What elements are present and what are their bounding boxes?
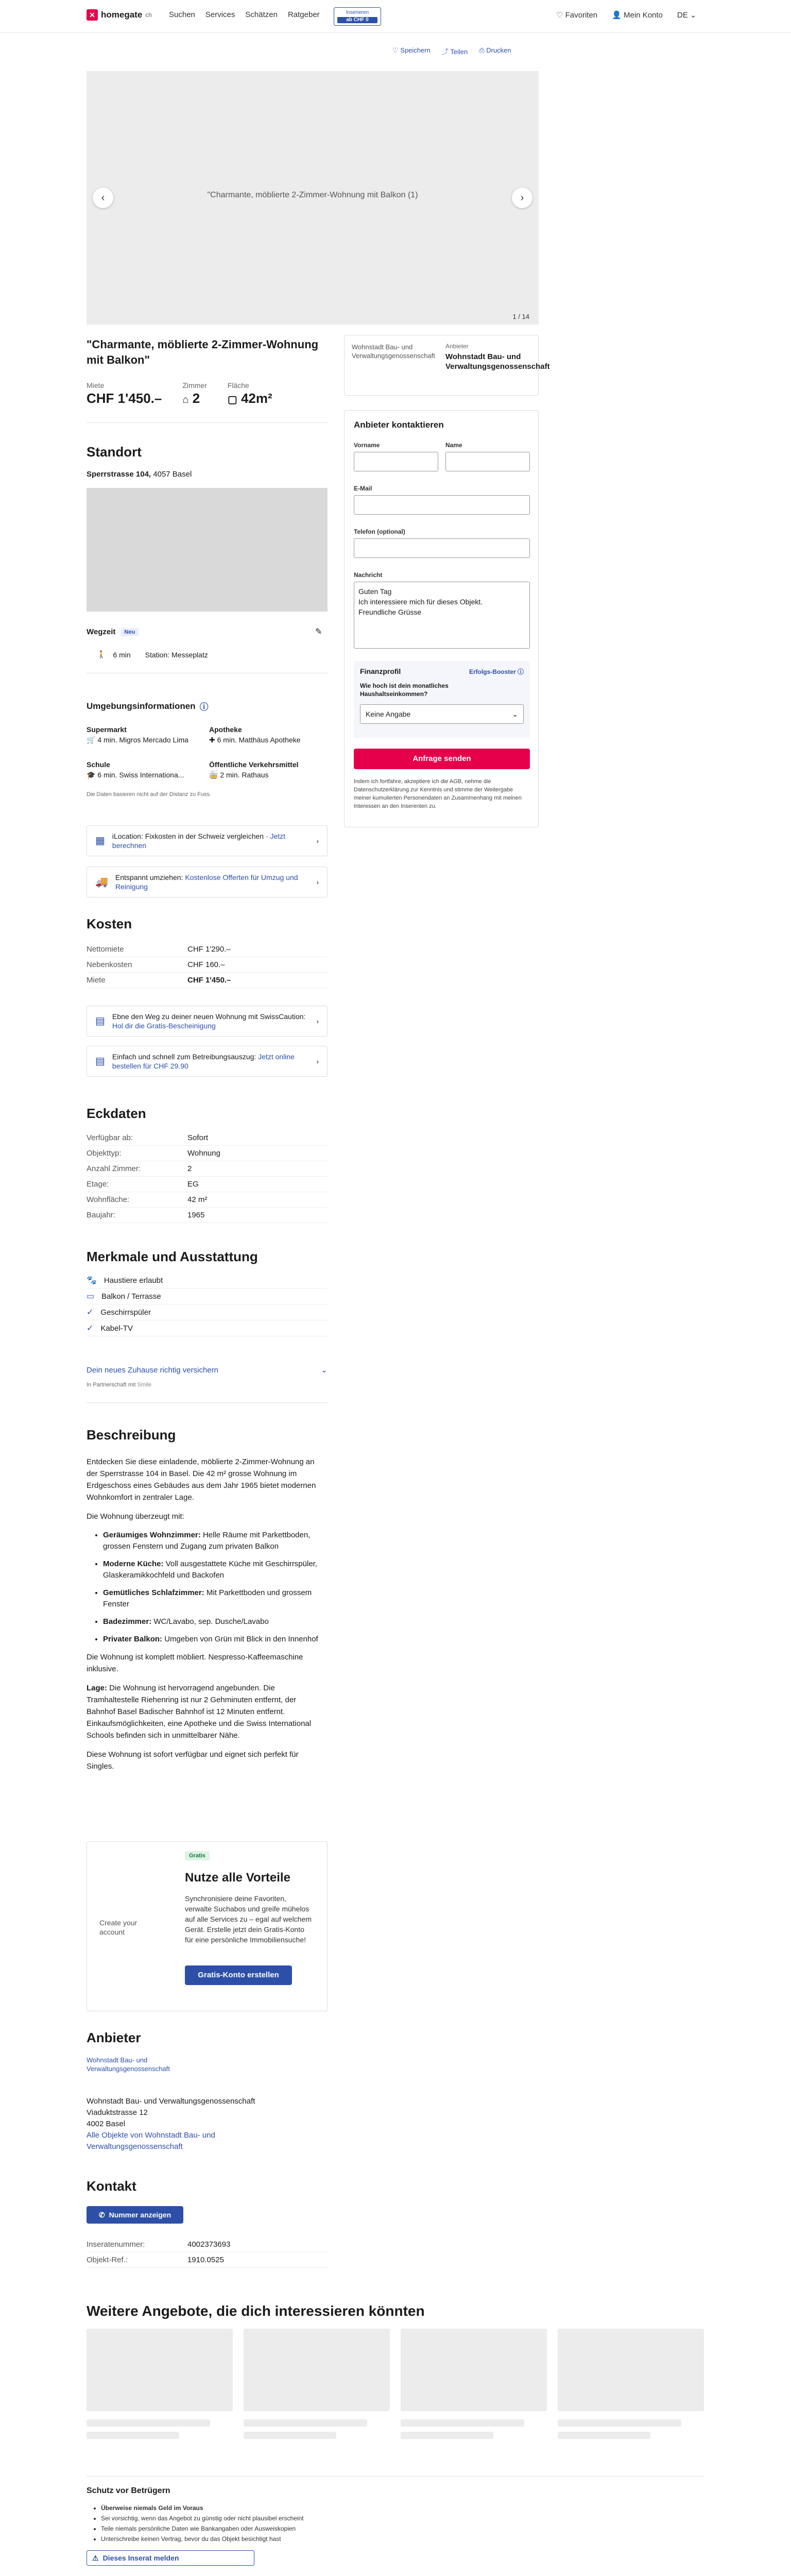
route-destination: Station: Messeplatz xyxy=(145,650,208,659)
partner-label: In Partnerschaft mit xyxy=(87,1382,136,1388)
brand-name: homegate xyxy=(101,10,143,20)
contact-value: 4002373693 xyxy=(187,2237,328,2252)
chevron-left-icon: ‹ xyxy=(101,192,105,204)
bullet-text: Voll ausgestattete Küche mit Geschirrspüler, Glaskeramikkochfeld und Backofen xyxy=(103,1560,318,1580)
surroundings-label: Supermarkt xyxy=(87,725,127,734)
surroundings-note: Die Daten basieren nicht auf der Distanz zu Fuss. xyxy=(87,791,212,798)
feature-label: Balkon / Terrasse xyxy=(101,1292,161,1301)
bullet-title: Moderne Küche: xyxy=(103,1560,164,1568)
homegate-logo-icon: ✕ xyxy=(87,9,98,21)
description-body xyxy=(87,1456,323,1780)
surroundings-time: 6 min. xyxy=(217,736,237,744)
details-title: Eckdaten xyxy=(87,1106,146,1121)
promo-text: Ebne den Weg zu deiner neuen Wohnung mit SwissCaution: xyxy=(112,1012,306,1021)
contact-value: 1910.0525 xyxy=(187,2252,328,2268)
detail-value: 1965 xyxy=(187,1208,328,1223)
header-right xyxy=(556,10,697,20)
table-row xyxy=(87,1130,328,1146)
location-lead: Lage: xyxy=(87,1684,108,1692)
promo-link[interactable]: Jetzt berechnen xyxy=(112,832,286,850)
print-label: Drucken xyxy=(486,46,511,54)
homegate-logo[interactable] xyxy=(87,9,152,21)
language-label: DE xyxy=(677,11,688,20)
chevron-down-icon: ⌄ xyxy=(512,710,518,718)
surroundings-time: 4 min. xyxy=(97,736,117,744)
partner-logo: Smile xyxy=(137,1382,151,1388)
offer-text-placeholder xyxy=(558,2432,650,2439)
area-value: 42m² xyxy=(240,391,272,406)
bullet-text: Umgeben von Grün mit Blick in den Innenhof xyxy=(164,1635,318,1643)
brand-suffix: ch xyxy=(145,11,152,19)
detail-label: Baujahr: xyxy=(87,1208,187,1223)
key-facts xyxy=(87,381,272,406)
save-label: Speichern xyxy=(400,46,431,54)
cost-label: Miete xyxy=(87,973,187,988)
language-select[interactable] xyxy=(677,10,697,20)
contact-form xyxy=(344,410,539,827)
surroundings-name: Swiss Internationa... xyxy=(119,771,184,779)
surroundings-label: Schule xyxy=(87,760,110,769)
finance-question: Wie hoch ist dein monatliches Haushaltseinkommen? xyxy=(360,682,449,698)
offer-text-placeholder xyxy=(87,2419,210,2427)
lastname-input[interactable] xyxy=(445,452,530,471)
contact-table xyxy=(87,2237,328,2268)
gallery-counter: 1 / 14 xyxy=(512,313,529,320)
cost-value: CHF 1'450.– xyxy=(187,973,328,988)
lastname-label: Name xyxy=(445,442,462,449)
rooms-fact xyxy=(182,381,207,406)
surroundings-time: 6 min. xyxy=(97,771,117,779)
location-text: Die Wohnung ist hervorragend angebunden. Die Tramhaltestelle Riehenring ist nur 2 Gehminuten entfernt, der Bahnhof Basel Badischer Bahnhof ist 12 Minuten entfernt. Einkaufsmöglichkeiten, eine Apotheke und die Swiss International Schools befinden sich in unmittelbarer Nähe. xyxy=(87,1684,312,1740)
list-item xyxy=(103,1634,323,1645)
table-row xyxy=(87,957,328,973)
detail-label: Anzahl Zimmer: xyxy=(87,1161,187,1177)
message-textarea[interactable]: Guten Tag Ich interessiere mich für dieses Objekt. Freundliche Grüsse xyxy=(354,582,530,649)
bullet-title: Badezimmer: xyxy=(103,1617,152,1626)
divider xyxy=(87,422,328,423)
address-street: Sperrstrasse 104, xyxy=(87,470,151,479)
table-row xyxy=(87,1146,328,1161)
user-icon: 👤 xyxy=(612,11,622,20)
route-time: 6 min xyxy=(113,650,131,659)
list-item: • Unterschreibe keinen Vertrag, bevor du das Objekt besichtigt hast xyxy=(101,2534,389,2544)
info-icon: ⓘ xyxy=(517,668,524,675)
chevron-right-icon: › xyxy=(316,1057,319,1065)
list-item: • Überweise niemals Geld im Voraus xyxy=(101,2503,389,2513)
list-item: • Sei vorsichtig, wenn das Angebot zu günstig oder nicht plausibel erscheint xyxy=(101,2513,389,2523)
email-label: E-Mail xyxy=(354,485,372,492)
area-label: Fläche xyxy=(227,381,249,389)
description-intro: Entdecken Sie diese einladende, möblierte 2-Zimmer-Wohnung an der Sperrstrasse 104 in Basel. Die 42 m² grosse Wohnung im Erdgeschoss eines Gebäudes aus dem Jahr 1965 bietet modernen Wohnkomfort in zentraler Lage. xyxy=(87,1458,316,1502)
address xyxy=(87,470,192,479)
rent-value: CHF 1'450.– xyxy=(87,391,162,406)
nav-ratgeber[interactable]: Ratgeber xyxy=(287,10,320,19)
swisscaution-promo[interactable] xyxy=(87,1006,328,1037)
map-icon: ▦ xyxy=(95,835,105,846)
table-row xyxy=(87,1177,328,1192)
bullet-text: Helle Räume mit Parkettboden, grossen Fenstern und Zugang zum privaten Balkon xyxy=(103,1531,311,1551)
bullet-text: Mit Parkettboden und grossem Fenster xyxy=(103,1588,312,1608)
table-row xyxy=(87,2237,328,2252)
report-label: Dieses Inserat melden xyxy=(102,2554,179,2562)
provider-logo[interactable]: Wohnstadt Bau- und Verwaltungsgenossenschaft xyxy=(87,2056,170,2073)
offer-text-placeholder xyxy=(244,2419,367,2427)
surroundings-time: 2 min. xyxy=(220,771,240,779)
new-badge: Neu xyxy=(121,628,139,636)
provider-name: Wohnstadt Bau- und Verwaltungsgenossenschaft xyxy=(87,2097,255,2106)
description-location xyxy=(87,1682,323,1741)
favorites-label: Favoriten xyxy=(565,11,598,20)
promo-link[interactable]: Hol dir die Gratis-Bescheinigung xyxy=(112,1022,216,1030)
chevron-down-icon: ⌄ xyxy=(321,1366,328,1375)
offer-card-placeholder[interactable] xyxy=(558,2329,704,2411)
main-nav xyxy=(169,10,320,19)
fraud-list xyxy=(101,2503,389,2544)
surroundings-grid xyxy=(87,724,328,802)
detail-label: Objekttyp: xyxy=(87,1146,187,1161)
house-icon: ⌂ xyxy=(182,394,189,405)
rent-fact xyxy=(87,381,162,406)
surroundings-label: Öffentliche Verkehrsmittel xyxy=(209,760,299,769)
store-icon: 🛒 xyxy=(87,736,96,744)
features-title: Merkmale und Ausstattung xyxy=(87,1249,258,1264)
warning-icon: ⚠ xyxy=(92,2553,99,2562)
detail-value: Sofort xyxy=(187,1130,328,1146)
walk-icon: 🚶 xyxy=(97,650,106,658)
print-icon: ⎙ xyxy=(479,46,485,54)
advertiser-label: Anbieter xyxy=(445,343,469,350)
nav-services[interactable]: Services xyxy=(205,10,235,19)
checkmark-icon: ✓ xyxy=(87,1324,94,1333)
insurance-banner[interactable] xyxy=(87,1365,328,1375)
contact-title: Kontakt xyxy=(87,2178,136,2194)
detail-label: Etage: xyxy=(87,1177,187,1192)
firstname-input[interactable] xyxy=(354,452,438,471)
print-button[interactable] xyxy=(479,46,511,56)
surroundings-name: Matthäus Apotheke xyxy=(238,736,301,744)
offer-text-placeholder xyxy=(87,2432,179,2439)
cost-value: CHF 160.– xyxy=(187,957,328,973)
detail-label: Verfügbar ab: xyxy=(87,1130,187,1146)
route-header xyxy=(87,628,139,636)
table-row xyxy=(87,2252,328,2268)
bullet-title: Gemütliches Schlafzimmer: xyxy=(103,1588,204,1597)
list-item xyxy=(87,1320,328,1336)
rooms-value: 2 xyxy=(192,391,200,406)
feature-label: Haustiere erlaubt xyxy=(104,1276,163,1285)
description-availability: Diese Wohnung ist sofort verfügbar und eignet sich perfekt für Singles. xyxy=(87,1750,299,1771)
costs-table xyxy=(87,942,328,988)
balcony-icon: ▭ xyxy=(87,1292,95,1301)
phone-icon: ✆ xyxy=(98,2211,105,2219)
detail-value: 2 xyxy=(187,1161,328,1177)
surroundings-label: Apotheke xyxy=(209,725,242,734)
list-item xyxy=(103,1587,323,1610)
table-row xyxy=(87,973,328,988)
location-map[interactable] xyxy=(87,488,328,612)
info-icon[interactable]: ⓘ xyxy=(199,702,209,712)
description-lead: Die Wohnung überzeugt mit: xyxy=(87,1512,184,1521)
feature-label: Geschirrspüler xyxy=(100,1308,151,1317)
image-gallery[interactable] xyxy=(87,71,539,325)
area-icon: ▢ xyxy=(227,394,237,405)
offer-card-placeholder[interactable] xyxy=(401,2329,547,2411)
school-icon: 🎓 xyxy=(87,771,96,779)
listing-title-block xyxy=(87,337,323,368)
surroundings-title: Umgebungsinformationen xyxy=(87,701,196,711)
account-label: Mein Konto xyxy=(624,11,663,20)
nav-schaetzen[interactable]: Schätzen xyxy=(245,10,278,19)
table-row xyxy=(87,1161,328,1177)
rooms-label: Zimmer xyxy=(182,381,207,389)
inserieren-button[interactable] xyxy=(334,7,381,26)
surroundings-name: Migros Mercado Lima xyxy=(119,736,188,744)
description-bullets xyxy=(103,1530,323,1645)
contact-form-title: Anbieter kontaktieren xyxy=(354,420,444,430)
bullet-title: Geräumiges Wohnzimmer: xyxy=(103,1531,201,1539)
more-offers-carousel xyxy=(87,2329,704,2468)
pharmacy-icon: ✚ xyxy=(209,736,215,744)
list-item xyxy=(103,1616,323,1628)
show-number-button[interactable] xyxy=(87,2206,183,2224)
list-item xyxy=(87,1273,328,1289)
email-input[interactable] xyxy=(354,495,530,515)
cost-label: Nebenkosten xyxy=(87,957,187,973)
offer-card-placeholder[interactable] xyxy=(244,2329,390,2411)
detail-value: Wohnung xyxy=(187,1146,328,1161)
promo-text: Entspannt umziehen: xyxy=(115,873,185,882)
offer-text-placeholder xyxy=(244,2432,336,2439)
description-title: Beschreibung xyxy=(87,1427,176,1443)
nav-suchen[interactable]: Suchen xyxy=(169,10,195,19)
provider-listings-link[interactable]: Alle Objekte von Wohnstadt Bau- und Verwaltungsgenossenschaft xyxy=(87,2131,215,2151)
cost-value: CHF 1'290.– xyxy=(187,942,328,957)
phone-label: Telefon (optional) xyxy=(354,528,405,535)
create-account-button[interactable]: Gratis-Konto erstellen xyxy=(185,1965,292,1985)
promo-link[interactable]: Jetzt online bestellen für CHF 29.90 xyxy=(112,1053,295,1070)
offer-text-placeholder xyxy=(401,2419,524,2427)
offer-card-placeholder[interactable] xyxy=(87,2329,233,2411)
more-offers-title: Weitere Angebote, die dich interessieren könnten xyxy=(87,2303,425,2319)
surroundings-name: Rathaus xyxy=(242,771,269,779)
document-icon: ▤ xyxy=(95,1056,105,1067)
promo-text: iLocation: Fixkosten in der Schweiz vergleichen · xyxy=(112,832,270,840)
list-item xyxy=(87,1304,328,1320)
provider-city: 4002 Basel xyxy=(87,2120,126,2128)
checkmark-icon: ✓ xyxy=(87,1308,94,1317)
list-item xyxy=(87,1289,328,1304)
phone-input[interactable] xyxy=(354,538,530,558)
list-item xyxy=(103,1530,323,1552)
finance-booster-badge xyxy=(469,667,524,676)
gallery-image-alt: "Charmante, möblierte 2-Zimmer-Wohnung mit Balkon (1) xyxy=(207,191,418,199)
document-icon: ▤ xyxy=(95,1015,105,1027)
income-select-value: Keine Angabe xyxy=(366,710,411,718)
finance-title: Finanzprofil xyxy=(360,667,401,675)
detail-value: EG xyxy=(187,1177,328,1192)
route-info xyxy=(97,650,208,659)
benefits-title: Nutze alle Vorteile xyxy=(185,1871,290,1885)
show-number-label: Nummer anzeigen xyxy=(109,2211,171,2219)
finance-profile-box xyxy=(354,661,530,738)
heart-icon: ♡ xyxy=(392,46,399,54)
detail-label: Wohnfläche: xyxy=(87,1192,187,1208)
chevron-right-icon: › xyxy=(520,192,524,204)
fraud-title: Schutz vor Betrügern xyxy=(87,2486,170,2495)
save-button[interactable] xyxy=(392,46,431,56)
advertiser-logo: Wohnstadt Bau- und Verwaltungsgenossenschaft xyxy=(352,343,435,360)
listing-actions xyxy=(392,46,511,56)
submit-request-button[interactable]: Anfrage senden xyxy=(354,749,530,769)
details-table xyxy=(87,1130,328,1223)
firstname-label: Vorname xyxy=(354,442,380,449)
gratis-badge: Gratis xyxy=(185,1851,210,1860)
moving-promo[interactable] xyxy=(87,867,328,897)
betreibung-promo[interactable] xyxy=(87,1046,328,1077)
chevron-down-icon: ⌄ xyxy=(690,11,697,20)
heart-icon: ♡ xyxy=(556,11,563,20)
paw-icon: 🐾 xyxy=(87,1276,97,1285)
provider-title: Anbieter xyxy=(87,2030,141,2045)
route-title: Wegzeit xyxy=(87,628,116,636)
bullet-text: WC/Lavabo, sep. Dusche/Lavabo xyxy=(153,1617,269,1626)
cost-label: Nettomiete xyxy=(87,942,187,957)
advertiser-name: Wohnstadt Bau- und Verwaltungsgenossenschaft xyxy=(445,352,550,371)
ilocator-promo[interactable] xyxy=(87,825,328,856)
report-listing-button[interactable] xyxy=(87,2550,254,2566)
legal-notice: Indem ich fortfahre, akzeptiere ich die AGB, nehme die Datenschutzerklärung zur Kenntnis und stimme der Weitergabe meiner kumulierten Personendaten an Zusammenhang mit meinen Interessen an den Inserenten zu. xyxy=(354,778,522,809)
chevron-right-icon: › xyxy=(316,878,319,886)
list-item xyxy=(103,1558,323,1581)
message-label: Nachricht xyxy=(354,571,383,579)
offer-text-placeholder xyxy=(558,2419,681,2427)
list-item: • Teile niemals persönliche Daten wie Bankangaben oder Ausweiskopien xyxy=(101,2523,389,2534)
area-fact xyxy=(228,381,272,406)
provider-address xyxy=(87,2096,303,2153)
table-row xyxy=(87,1208,328,1223)
benefits-text: Synchronisiere deine Favoriten, verwalte Suchabos und greife mühelos auf alle Services zu – egal auf welchem Gerät. Erstelle jetzt dein Gratis-Konto für eine persönliche Immobiliensuche! xyxy=(185,1894,312,1944)
favorites-link[interactable] xyxy=(556,10,597,20)
share-label: Teilen xyxy=(450,48,468,56)
detail-value: 42 m² xyxy=(187,1192,328,1208)
advertiser-card[interactable] xyxy=(344,335,550,396)
table-row xyxy=(87,942,328,957)
inserieren-price-badge: ab CHF 0 xyxy=(337,17,377,23)
create-account-image: Create your account xyxy=(99,1919,137,1936)
chevron-right-icon: › xyxy=(316,1017,319,1025)
location-title: Standort xyxy=(87,444,142,460)
insurance-partner xyxy=(87,1382,151,1388)
truck-icon: 🚚 xyxy=(95,876,108,888)
address-city: 4057 Basel xyxy=(151,470,192,479)
income-select[interactable] xyxy=(360,704,524,724)
chevron-right-icon: › xyxy=(316,837,319,845)
contact-label: Objekt-Ref.: xyxy=(87,2252,187,2268)
finance-booster-label: Erfolgs-Booster xyxy=(469,668,516,675)
inserieren-label: Inserieren xyxy=(346,10,369,15)
divider xyxy=(87,1402,328,1403)
transit-icon: 🚋 xyxy=(209,771,218,779)
contact-label: Inseratenummer: xyxy=(87,2237,187,2252)
benefits-card xyxy=(87,1841,328,2011)
offer-text-placeholder xyxy=(401,2432,493,2439)
promo-link[interactable]: Kostenlose Offerten für Umzug und Reinigung xyxy=(115,873,298,891)
share-button[interactable] xyxy=(442,46,468,56)
promo-text: Einfach und schnell zum Betreibungsauszug: xyxy=(112,1053,259,1061)
description-furnished: Die Wohnung ist komplett möbliert. Nespresso-Kaffeemaschine inklusive. xyxy=(87,1653,303,1673)
insurance-banner-label: Dein neues Zuhause richtig versichern xyxy=(87,1365,218,1375)
bullet-title: Privater Balkon: xyxy=(103,1635,163,1643)
feature-label: Kabel-TV xyxy=(100,1324,133,1333)
divider xyxy=(87,2476,704,2477)
features-list xyxy=(87,1273,328,1336)
provider-street: Viaduktstrasse 12 xyxy=(87,2108,148,2117)
share-icon: ⤴ xyxy=(441,48,449,56)
edit-route-icon[interactable]: ✎ xyxy=(315,628,322,636)
rent-label: Miete xyxy=(87,381,105,389)
account-link[interactable] xyxy=(612,10,663,20)
costs-title: Kosten xyxy=(87,916,132,931)
listing-title: "Charmante, möblierte 2-Zimmer-Wohnung mit Balkon" xyxy=(87,338,319,366)
table-row xyxy=(87,1192,328,1208)
surroundings-header xyxy=(87,700,209,713)
